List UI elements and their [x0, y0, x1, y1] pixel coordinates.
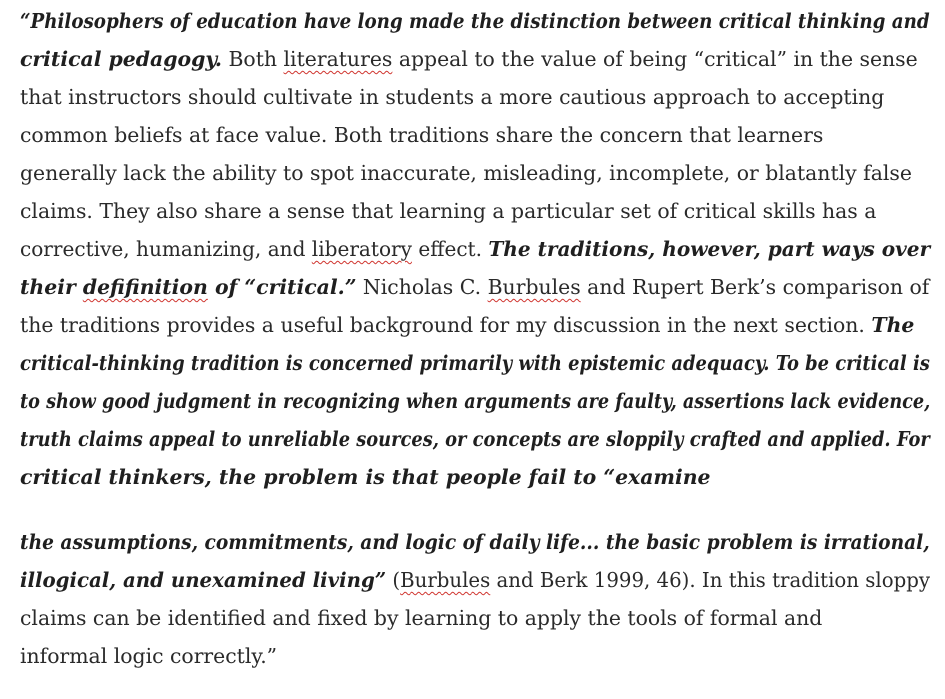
body-text: claims can be identified and fixed by learning to apply the tools of formal and — [20, 606, 823, 630]
text-line — [20, 230, 931, 268]
text-line — [20, 344, 930, 382]
spellcheck-word[interactable]: Burbules — [487, 275, 581, 299]
spellcheck-word[interactable]: defifinition — [82, 275, 208, 299]
body-text: and Rupert Berk’s comparison of — [580, 275, 930, 299]
body-text: Nicholas C. — [356, 275, 488, 299]
quote-document — [20, 0, 932, 675]
emphasis-text: of “critical.” — [207, 275, 357, 299]
quote-paragraph-1 — [20, 2, 932, 496]
text-line — [20, 382, 931, 420]
body-text: Both — [221, 47, 284, 71]
text-line — [20, 192, 932, 230]
emphasis-text: critical thinkers, the problem is that people fail to “examine — [20, 465, 711, 489]
body-text: claims. They also share a sense that learning a particular set of critical skills has a — [20, 199, 877, 223]
text-line — [20, 306, 932, 344]
body-text: informal logic correctly.” — [20, 644, 278, 668]
text-line — [20, 599, 932, 637]
text-line — [20, 116, 932, 154]
text-line — [20, 2, 930, 40]
body-text: common beliefs at face value. Both traditions share the concern that learners — [20, 123, 824, 147]
spellcheck-word[interactable]: literatures — [283, 47, 393, 71]
emphasis-text: The — [871, 313, 915, 337]
text-line — [20, 268, 932, 306]
spellcheck-word[interactable]: Burbules — [400, 568, 491, 592]
emphasis-text: their — [20, 275, 83, 299]
emphasis-text: The traditions, however, part ways over — [488, 237, 931, 261]
text-line — [20, 637, 932, 675]
body-text: generally lack the ability to spot inaccurate, misleading, incomplete, or blatantly false — [20, 161, 912, 185]
body-text: corrective, humanizing, and — [20, 237, 312, 261]
emphasis-text: to show good judgment in recognizing when arguments are faulty, assertions lack evidence, — [20, 389, 931, 413]
body-text: the traditions provides a useful background for my discussion in the next section. — [20, 313, 872, 337]
body-text: effect. — [411, 237, 489, 261]
body-text: and Berk 1999, 46). In this tradition sloppy — [490, 568, 931, 592]
text-line — [20, 420, 930, 458]
emphasis-text: critical pedagogy. — [20, 47, 222, 71]
text-line — [20, 458, 932, 496]
emphasis-text: illogical, and unexamined living” — [20, 568, 387, 592]
emphasis-text: truth claims appeal to unreliable sources, or concepts are sloppily crafted and applied. For — [20, 427, 930, 451]
text-line — [20, 40, 932, 78]
quote-paragraph-2 — [20, 523, 932, 675]
emphasis-text: critical-thinking tradition is concerned primarily with epistemic adequacy. To be critical is — [20, 351, 930, 375]
body-text: that instructors should cultivate in students a more cautious approach to accepting — [20, 85, 885, 109]
emphasis-text: the assumptions, commitments, and logic of daily life... the basic problem is irrational, — [20, 530, 930, 554]
text-line — [20, 523, 930, 561]
text-line — [20, 154, 932, 192]
spellcheck-word[interactable]: liberatory — [311, 237, 412, 261]
body-text: ( — [386, 568, 401, 592]
body-text: appeal to the value of being “critical” in the sense — [392, 47, 918, 71]
text-line — [20, 561, 931, 599]
text-line — [20, 78, 932, 116]
emphasis-text: “Philosophers of education have long made the distinction between critical thinking and — [20, 9, 930, 33]
